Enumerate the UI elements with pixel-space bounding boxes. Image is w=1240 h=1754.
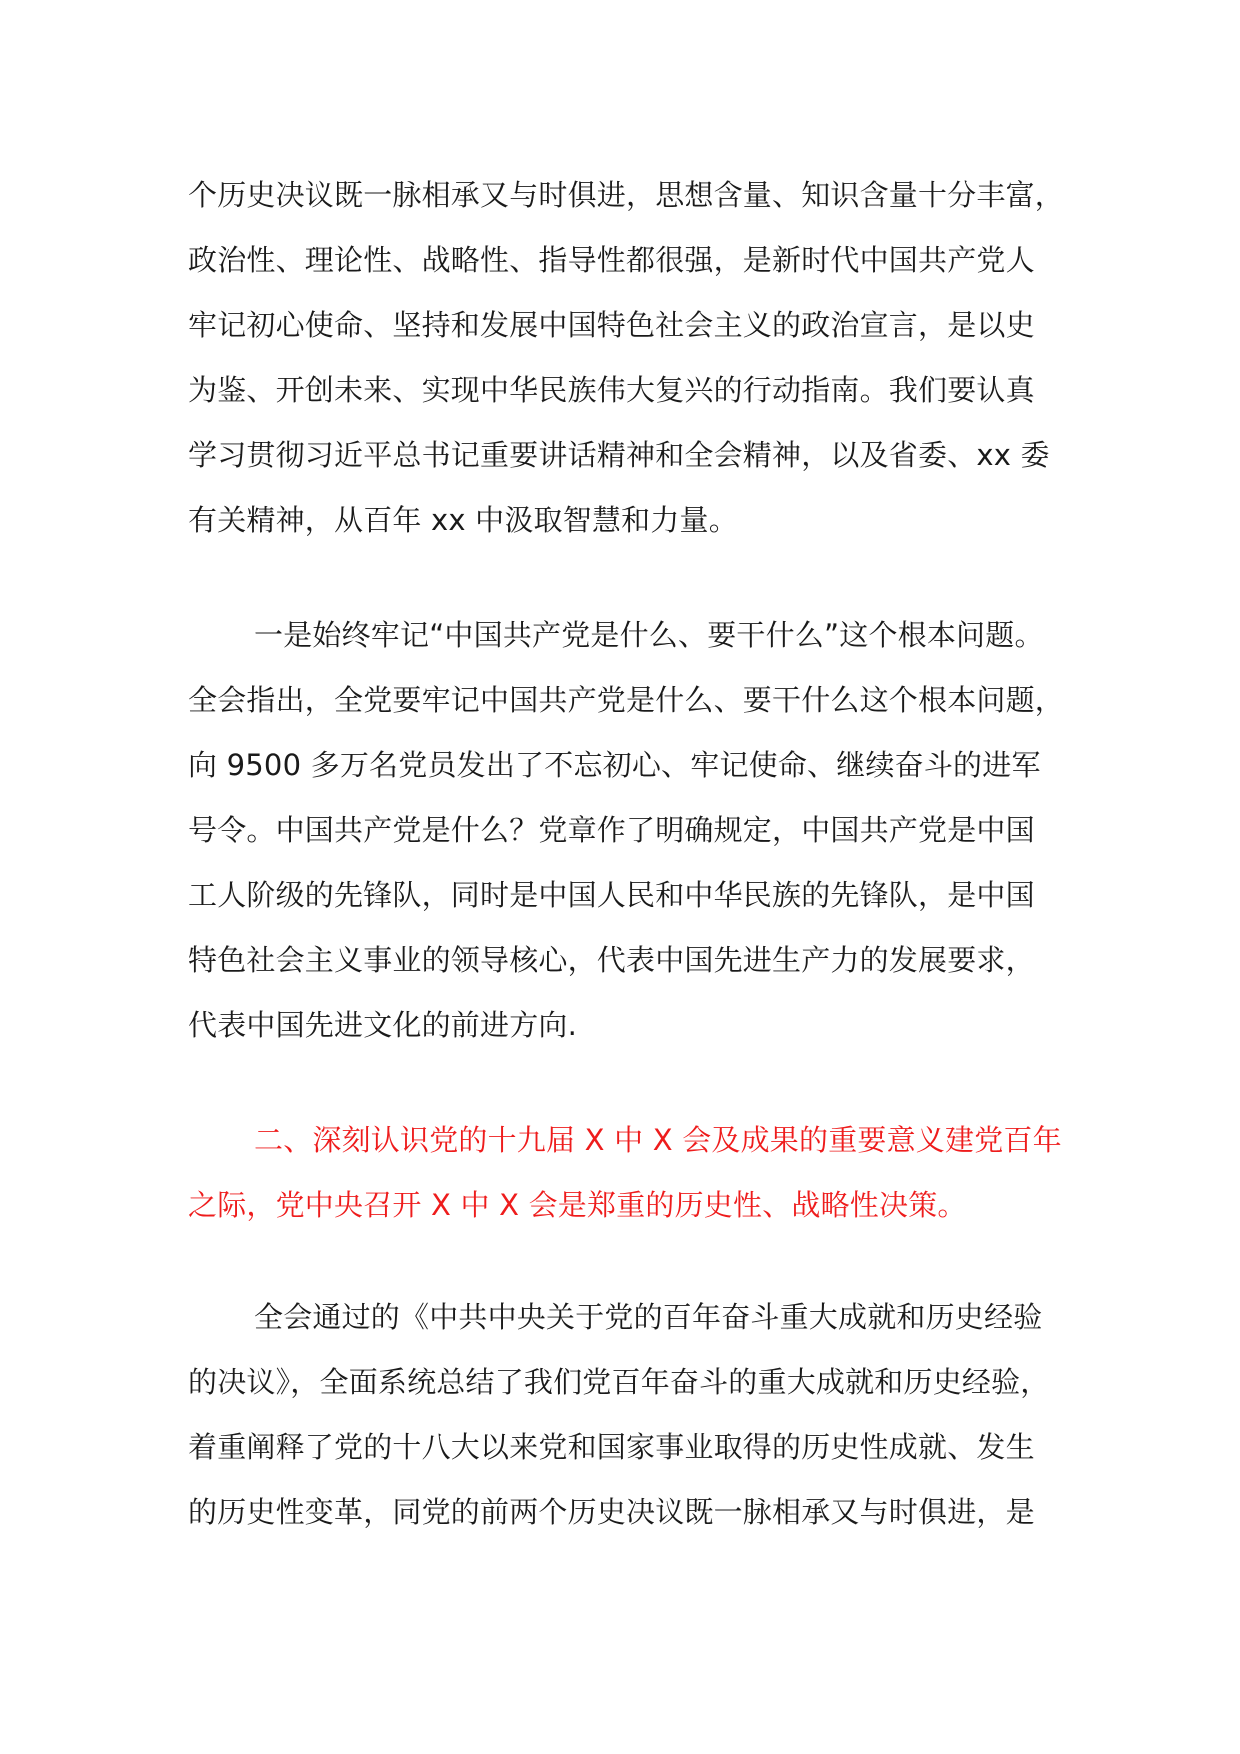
paragraph-body-3 bbox=[188, 1285, 1068, 1545]
text-line: 个历史决议既一脉相承又与时俱进，思想含量、知识含量十分丰富， bbox=[188, 178, 1065, 212]
text-line: 全会指出，全党要牢记中国共产党是什么、要干什么这个根本问题， bbox=[188, 683, 1065, 717]
text-line: 政治性、理论性、战略性、指导性都很强，是新时代中国共产党人 bbox=[188, 243, 1035, 277]
section-heading-red bbox=[188, 1108, 1068, 1238]
heading-line: 之际，党中央召开 X 中 X 会是郑重的历史性、战略性决策。 bbox=[188, 1188, 967, 1222]
text-line: 一是始终牢记“中国共产党是什么、要干什么”这个根本问题。 bbox=[254, 618, 1044, 652]
text-line: 的历史性变革，同党的前两个历史决议既一脉相承又与时俱进，是 bbox=[188, 1495, 1035, 1529]
paragraph-body-2 bbox=[188, 603, 1068, 1058]
text-line: 有关精神，从百年 xx 中汲取智慧和力量。 bbox=[188, 503, 738, 537]
text-line: 为鉴、开创未来、实现中华民族伟大复兴的行动指南。我们要认真 bbox=[188, 373, 1035, 407]
text-line: 特色社会主义事业的领导核心，代表中国先进生产力的发展要求， bbox=[188, 943, 1035, 977]
text-line: 牢记初心使命、坚持和发展中国特色社会主义的政治宣言，是以史 bbox=[188, 308, 1035, 342]
text-line: 学习贯彻习近平总书记重要讲话精神和全会精神，以及省委、xx 委 bbox=[188, 438, 1050, 472]
heading-line: 二、深刻认识党的十九届 X 中 X 会及成果的重要意义建党百年 bbox=[254, 1123, 1062, 1157]
text-line: 号令。中国共产党是什么？党章作了明确规定，中国共产党是中国 bbox=[188, 813, 1035, 847]
paragraph-body-1 bbox=[188, 163, 1068, 553]
text-line: 代表中国先进文化的前进方向. bbox=[188, 1008, 578, 1042]
text-line: 向 9500 多万名党员发出了不忘初心、牢记使命、继续奋斗的进军 bbox=[188, 748, 1041, 782]
text-line: 工人阶级的先锋队，同时是中国人民和中华民族的先锋队，是中国 bbox=[188, 878, 1035, 912]
text-line: 全会通过的《中共中央关于党的百年奋斗重大成就和历史经验 bbox=[254, 1300, 1043, 1334]
text-line: 的决议》，全面系统总结了我们党百年奋斗的重大成就和历史经验， bbox=[188, 1365, 1050, 1399]
text-line: 着重阐释了党的十八大以来党和国家事业取得的历史性成就、发生 bbox=[188, 1430, 1035, 1464]
